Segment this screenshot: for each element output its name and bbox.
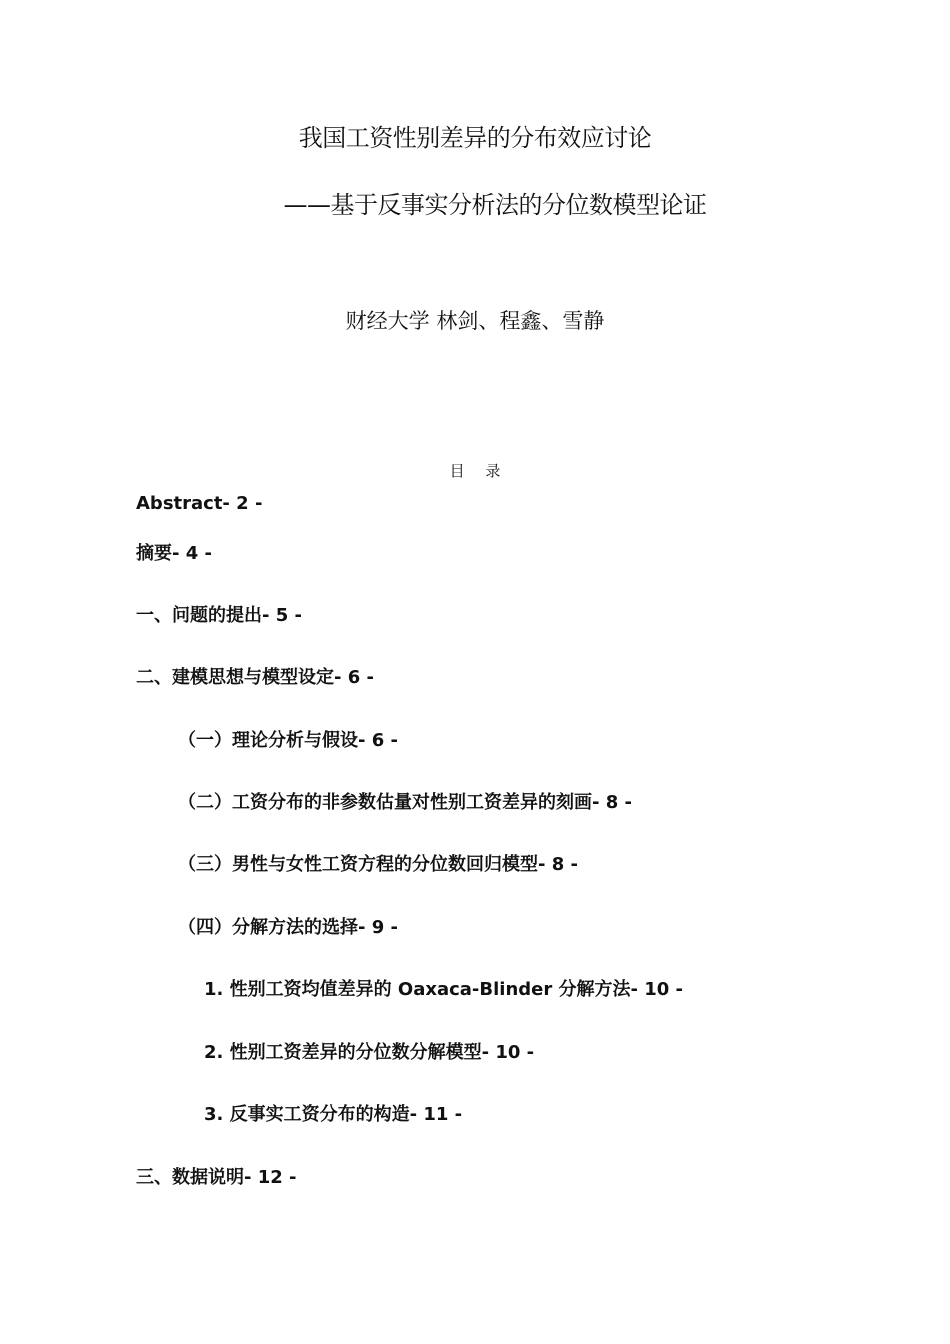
document-authors: 财经大学 林剑、程鑫、雪静 xyxy=(345,309,605,333)
toc-item-section-2-4-2[interactable]: 2. 性别工资差异的分位数分解模型- 10 - xyxy=(204,1042,535,1063)
toc-heading: 目 录 xyxy=(449,462,509,480)
toc-item-section-2-4-1[interactable]: 1. 性别工资均值差异的 Oaxaca-Blinder 分解方法- 10 - xyxy=(204,979,684,1000)
toc-item-abstract[interactable]: Abstract- 2 - xyxy=(136,493,263,514)
toc-item-section-2-2[interactable]: （二）工资分布的非参数估量对性别工资差异的刻画- 8 - xyxy=(178,792,632,813)
toc-item-section-3[interactable]: 三、数据说明- 12 - xyxy=(136,1167,297,1188)
toc-item-section-2-1[interactable]: （一）理论分析与假设- 6 - xyxy=(178,730,398,751)
document-title: 我国工资性别差异的分布效应讨论 xyxy=(298,124,652,152)
toc-item-section-2-3[interactable]: （三）男性与女性工资方程的分位数回归模型- 8 - xyxy=(178,854,578,875)
document-subtitle: ——基于反事实分析法的分位数模型论证 xyxy=(283,191,707,219)
toc-item-section-2-4[interactable]: （四）分解方法的选择- 9 - xyxy=(178,917,398,938)
toc-item-summary[interactable]: 摘要- 4 - xyxy=(136,543,212,564)
toc-item-section-2[interactable]: 二、建模思想与模型设定- 6 - xyxy=(136,667,374,688)
toc-item-section-2-4-3[interactable]: 3. 反事实工资分布的构造- 11 - xyxy=(204,1104,463,1125)
toc-item-section-1[interactable]: 一、问题的提出- 5 - xyxy=(136,605,302,626)
